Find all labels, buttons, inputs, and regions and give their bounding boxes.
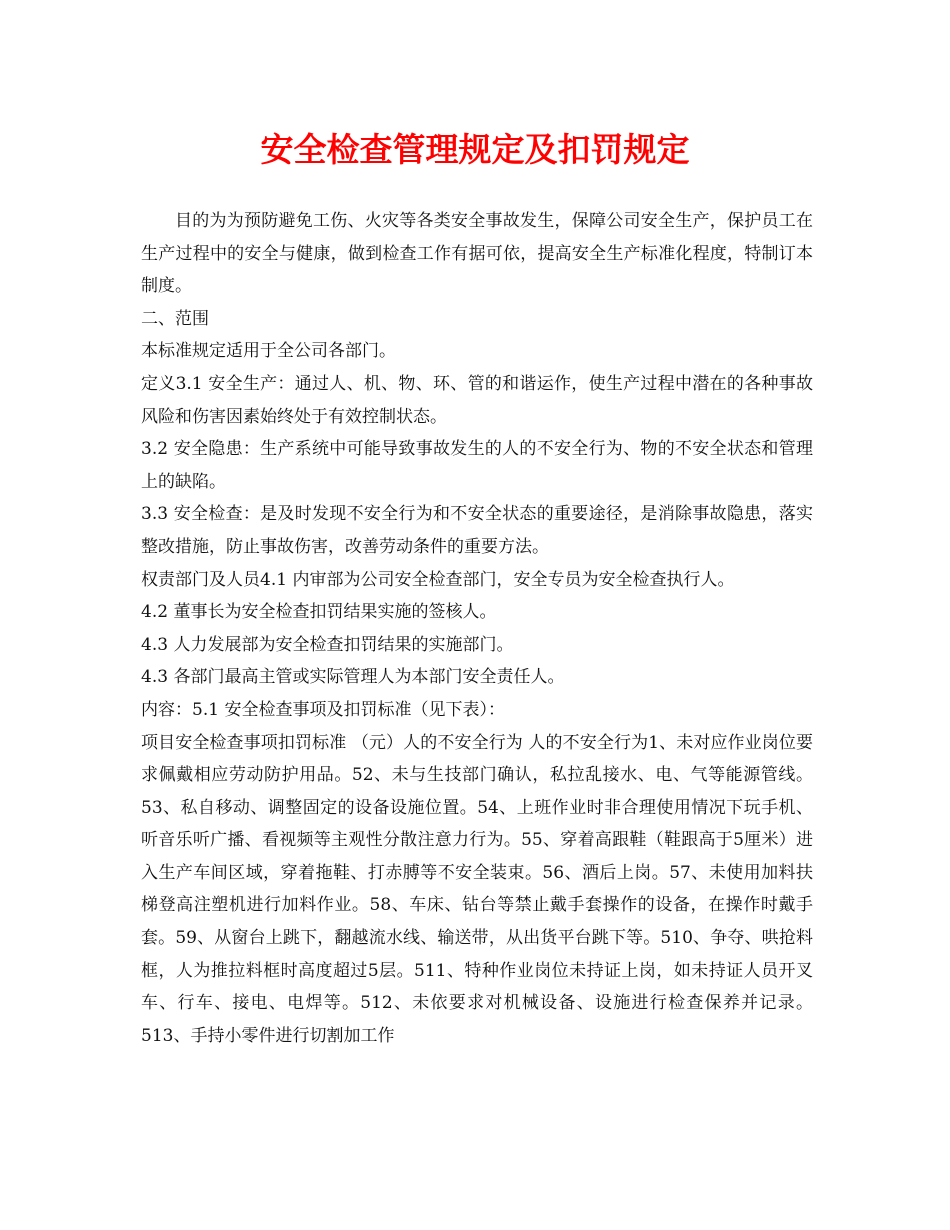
paragraph-responsibility-4-1: 权责部门及人员4.1 内审部为公司安全检查部门，安全专员为安全检查执行人。 — [141, 569, 735, 590]
paragraph-scope-heading: 二、范围 — [141, 308, 209, 329]
paragraph-purpose: 目的为为预防避免工伤、火灾等各类安全事故发生，保障公司安全生产，保护员工在生产过程中的安全与健康，做到检查工作有据可依，提高安全生产标准化程度，特制订本制度。 — [141, 211, 813, 297]
paragraph-scope: 本标准规定适用于全公司各部门。 — [141, 341, 396, 362]
paragraph-responsibility-4-3a: 4.3 人力发展部为安全检查扣罚结果的实施部门。 — [141, 634, 514, 655]
paragraph-definition-3-3: 3.3 安全检查：是及时发现不安全行为和不安全状态的重要途径，是消除事故隐患，落实整改措施，防止事故伤害，改善劳动条件的重要方法。 — [141, 504, 813, 557]
paragraph-inspection-items: 项目安全检查事项扣罚标准 （元）人的不安全行为 人的不安全行为1、未对应作业岗位要求佩戴相应劳动防护用品。52、未与生技部门确认，私拉乱接水、电、气等能源管线。53、私自移动、调整固定的设备设施位置。54、上班作业时非合理使用情况下玩手机、听音乐听广播、看视频等主观性分散注意力行为。55、穿着高跟鞋（鞋跟高于5厘米）进入生产车间区域，穿着拖鞋、打赤膊等不安全装束。56、酒后上岗。57、未使用加料扶梯登高注塑机进行加料作业。58、车床、钻台等禁止戴手套操作的设备，在操作时戴手套。59、从窗台上跳下，翻越流水线、输送带，从出货平台跳下等。510、争夺、哄抢料框，人为推拉料框时高度超过5层。511、特种作业岗位未持证上岗，如未持证人员开叉车、行车、接电、电焊等。512、未依要求对机械设备、设施进行检查保养并记录。513、手持小零件进行切割加工作 — [141, 732, 813, 1046]
document-body — [141, 205, 813, 1052]
paragraph-content-5-1: 内容：5.1 安全检查事项及扣罚标准（见下表）： — [141, 699, 505, 720]
document-title: 安全检查管理规定及扣罚规定 — [260, 130, 690, 169]
paragraph-responsibility-4-2: 4.2 董事长为安全检查扣罚结果实施的签核人。 — [141, 602, 497, 623]
paragraph-responsibility-4-3b: 4.3 各部门最高主管或实际管理人为本部门安全责任人。 — [141, 667, 565, 688]
paragraph-definition-3-1: 定义3.1 安全生产：通过人、机、物、环、管的和谐运作，使生产过程中潜在的各种事故风险和伤害因素始终处于有效控制状态。 — [141, 373, 813, 427]
paragraph-definition-3-2: 3.2 安全隐患：生产系统中可能导致事故发生的人的不安全行为、物的不安全状态和管理上的缺陷。 — [141, 439, 813, 492]
